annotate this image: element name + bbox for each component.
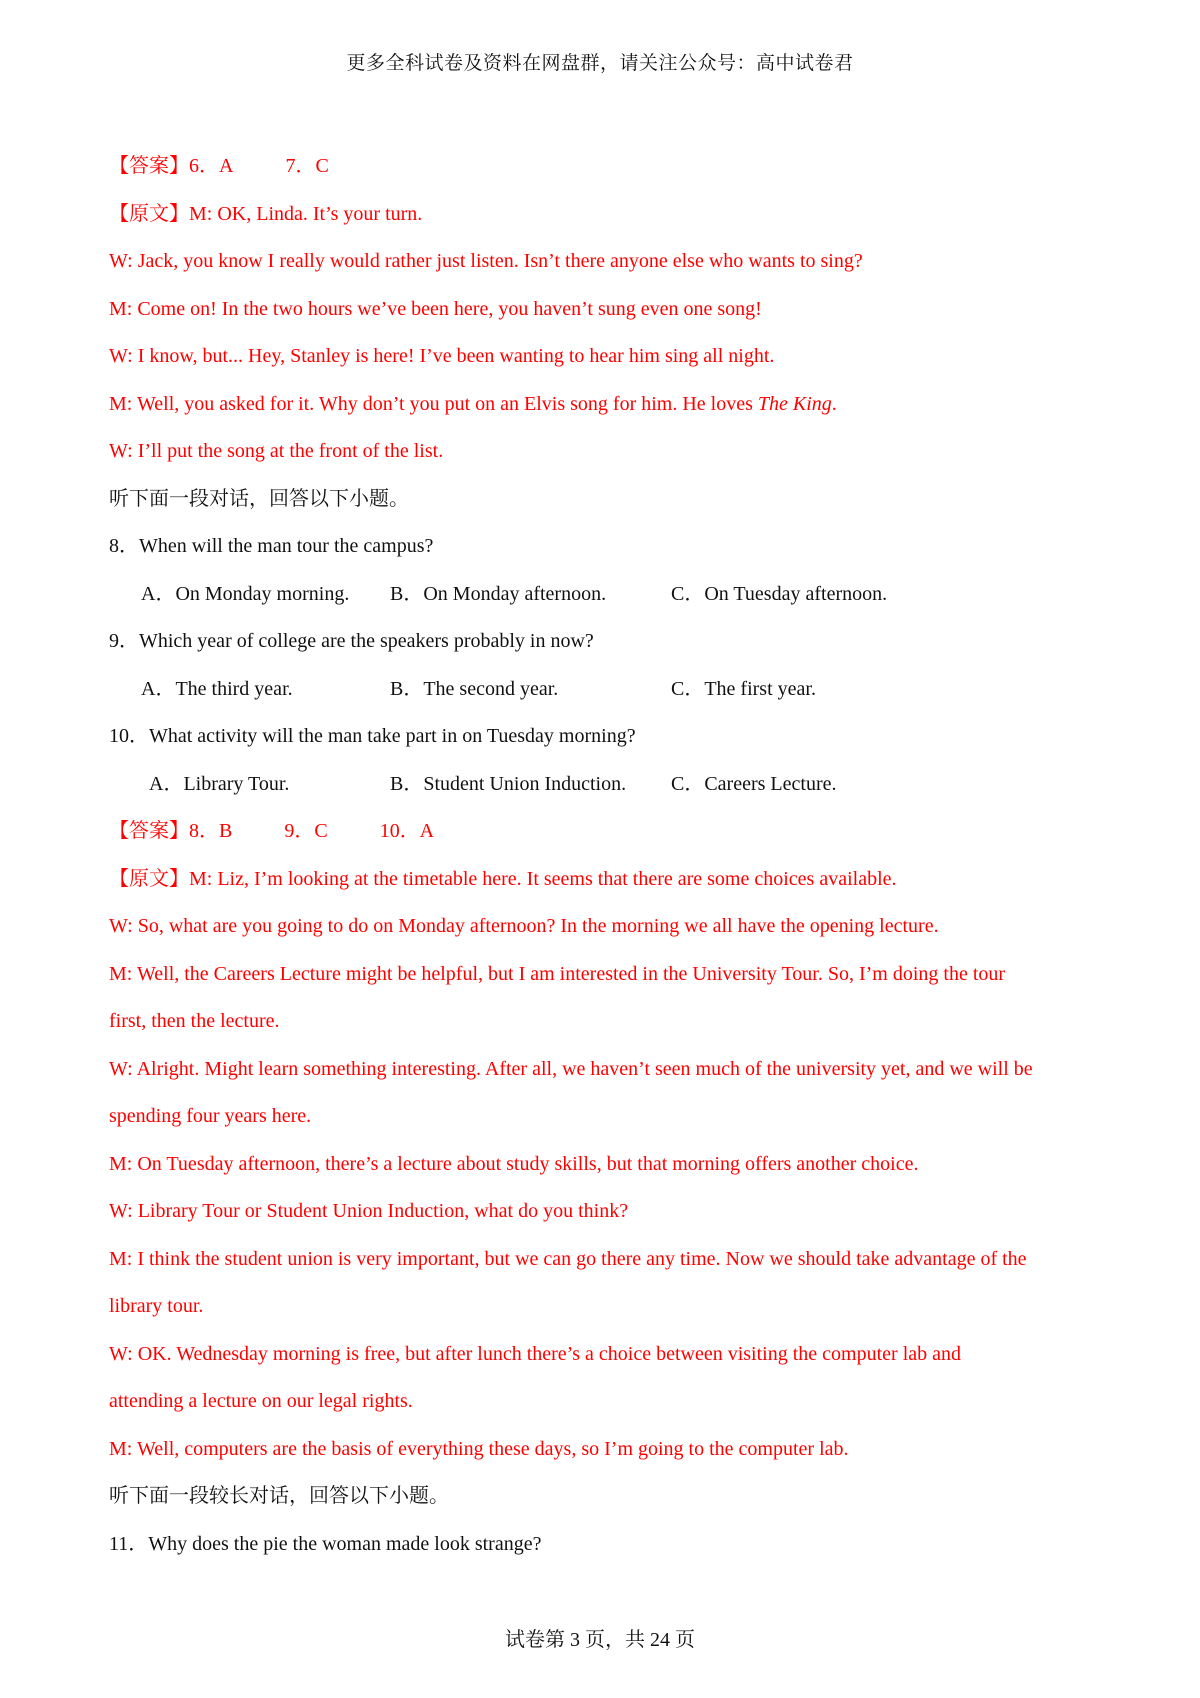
- option-row: [109, 772, 1109, 820]
- transcript-text: M: Well, you asked for it. Why don’t you put on an Elvis song for him. He loves: [109, 392, 758, 415]
- page-footer: 试卷第 3 页，共 24 页: [505, 1629, 695, 1651]
- transcript-line: spending four years here.: [109, 1105, 312, 1127]
- transcript-line: W: Library Tour or Student Union Induction, what do you think?: [109, 1200, 629, 1222]
- option-row: [109, 677, 1109, 725]
- transcript-line: first, then the lecture.: [109, 1010, 280, 1032]
- answer-8-10: [109, 819, 1109, 867]
- option-row: [109, 582, 1109, 630]
- question-stem: 8．When will the man tour the campus?: [109, 535, 434, 557]
- transcript-line: M: I think the student union is very important, but we can go there any time. Now we should take advantage of the: [109, 1247, 1027, 1270]
- page-header: 更多全科试卷及资料在网盘群，请关注公众号：高中试卷君: [346, 53, 854, 74]
- transcript-line: W: I’ll put the song at the front of the list.: [109, 440, 444, 462]
- answer-label: 【答案】: [109, 155, 189, 177]
- answer-item: 10．A: [379, 820, 435, 842]
- transcript-line: W: OK. Wednesday morning is free, but after lunch there’s a choice between visiting the computer lab and: [109, 1342, 962, 1365]
- transcript-line: W: I know, but... Hey, Stanley is here! I’ve been wanting to hear him sing all night.: [109, 345, 775, 367]
- option-a: A．On Monday morning.: [141, 582, 350, 605]
- transcript-line: M: Come on! In the two hours we’ve been here, you haven’t sung even one song!: [109, 297, 762, 320]
- answer-item: 8．B: [189, 820, 233, 842]
- question-stem: 9．Which year of college are the speakers probably in now?: [109, 630, 594, 652]
- transcript-line: [109, 392, 1109, 440]
- section-instruction: 听下面一段对话，回答以下小题。: [109, 487, 409, 510]
- option-c: C．Careers Lecture.: [671, 772, 837, 795]
- document-body: [109, 154, 1109, 1579]
- answer-item: 6．A: [189, 155, 234, 177]
- option-b: B．Student Union Induction.: [390, 772, 627, 795]
- question-stem: 11．Why does the pie the woman made look strange?: [109, 1532, 542, 1555]
- option-b: B．On Monday afternoon.: [390, 582, 607, 605]
- answer-item: 7．C: [285, 155, 329, 177]
- transcript-line: library tour.: [109, 1295, 204, 1317]
- answer-item: 9．C: [284, 820, 328, 842]
- answer-label: 【答案】: [109, 820, 189, 842]
- transcript-line: M: Well, the Careers Lecture might be helpful, but I am interested in the University Tour. So, I’m doing the tour: [109, 962, 1006, 985]
- transcript-line: M: Well, computers are the basis of everything these days, so I’m going to the computer lab.: [109, 1437, 849, 1460]
- transcript-line: W: Jack, you know I really would rather just listen. Isn’t there anyone else who wants to sing?: [109, 250, 863, 272]
- transcript-label: 【原文】: [109, 202, 189, 225]
- section-instruction: 听下面一段较长对话，回答以下小题。: [109, 1485, 449, 1507]
- option-c: C．On Tuesday afternoon.: [671, 582, 888, 605]
- transcript-text: M: OK, Linda. It’s your turn.: [189, 202, 423, 225]
- transcript-text: M: Liz, I’m looking at the timetable here. It seems that there are some choices available.: [189, 867, 897, 890]
- transcript-line: W: Alright. Might learn something interesting. After all, we haven’t seen much of the university yet, and we will be: [109, 1057, 1033, 1080]
- song-title: The King: [757, 392, 832, 415]
- transcript-text: .: [831, 392, 837, 415]
- option-b: B．The second year.: [390, 677, 559, 700]
- transcript-line: M: On Tuesday afternoon, there’s a lecture about study skills, but that morning offers another choice.: [109, 1152, 919, 1175]
- question-stem: 10．What activity will the man take part in on Tuesday morning?: [109, 725, 636, 747]
- transcript-line: attending a lecture on our legal rights.: [109, 1390, 413, 1412]
- transcript-label: 【原文】: [109, 867, 189, 890]
- option-a: A．The third year.: [141, 677, 293, 700]
- transcript-line: W: So, what are you going to do on Monday afternoon? In the morning we all have the opening lecture.: [109, 915, 939, 937]
- option-a: A．Library Tour.: [149, 772, 290, 795]
- transcript-line: [109, 867, 1109, 915]
- option-c: C．The first year.: [671, 677, 816, 700]
- transcript-line: [109, 202, 1109, 250]
- answer-6-7: [109, 154, 1109, 202]
